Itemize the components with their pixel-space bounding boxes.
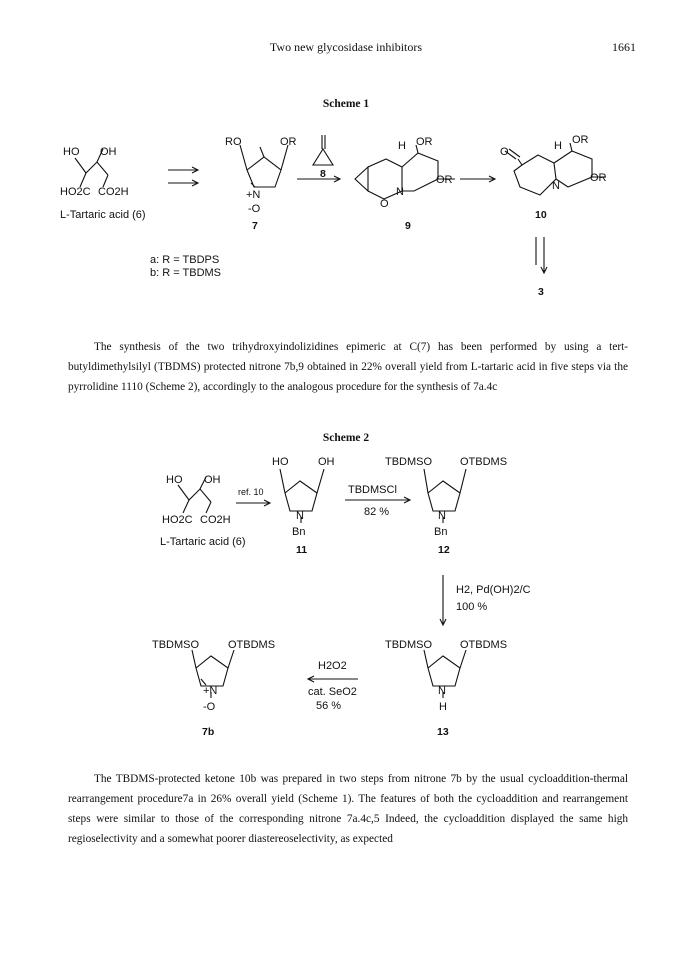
s1-ketone-h: H bbox=[554, 140, 562, 152]
s1-nitrone-or: OR bbox=[280, 136, 297, 148]
s2-step4-reagent1: H2O2 bbox=[318, 660, 347, 672]
s2-c13-h: H bbox=[439, 701, 447, 713]
s1-isox-or-right: OR bbox=[436, 174, 453, 186]
s2-tartaric-ho2c: HO2C bbox=[162, 514, 193, 526]
s1-compound-10: 10 bbox=[535, 209, 547, 221]
s1-tartaric-ho: HO bbox=[63, 146, 80, 158]
s1-ketone-or-top: OR bbox=[572, 134, 589, 146]
paragraph-2 bbox=[68, 769, 628, 849]
s1-isox-n: N bbox=[396, 186, 404, 198]
s2-c11-n: N bbox=[296, 510, 304, 522]
s2-compound-7b: 7b bbox=[202, 726, 215, 738]
s2-c12-bn: Bn bbox=[434, 526, 448, 538]
s2-c7b-left: TBDMSO bbox=[152, 639, 200, 651]
s1-tartaric-oh: OH bbox=[100, 146, 117, 158]
s2-compound-13: 13 bbox=[437, 726, 449, 738]
s2-c12-n: N bbox=[438, 510, 446, 522]
s2-c11-ho: HO bbox=[272, 456, 289, 468]
paragraph-2-text: The TBDMS-protected ketone 10b was prepared in two steps from nitrone 7b by the usual cycloaddition-thermal rearrangement procedure7a in 26% overall yield (Scheme 1). The features of both the cycloaddition and rearrangement steps were similar to those of the corresponding nitrone 7a.4c,5 Indeed, the cycloaddition displayed the same high regioselectivity and a somewhat poorer diastereoselectivity, as expected bbox=[68, 773, 628, 845]
paragraph-1 bbox=[68, 337, 628, 397]
s1-nitrone-n: +N bbox=[246, 189, 261, 201]
running-header-title: Two new glycosidase inhibitors bbox=[269, 40, 423, 54]
s1-isox-h: H bbox=[398, 140, 406, 152]
s2-c11-bn: Bn bbox=[292, 526, 306, 538]
s1-compound-3: 3 bbox=[538, 286, 544, 298]
s1-compound-8: 8 bbox=[320, 168, 326, 180]
s2-tartaric-ho: HO bbox=[166, 474, 183, 486]
s2-compound-11: 11 bbox=[296, 544, 308, 556]
s1-tartaric-co2h: CO2H bbox=[98, 186, 129, 198]
s2-step4-yield: 56 % bbox=[316, 700, 342, 712]
paragraph-1-text: The synthesis of the two trihydroxyindolizidines epimeric at C(7) has been performed by using a tert-butyldimethylsilyl (TBDMS) protected nitrone 7b,9 obtained in 22% overall yield from L-tartaric acid in five steps via the pyrrolidine 1110 (Scheme 2), accordingly to the analogous procedure for the synthesis of 7a.4c bbox=[68, 341, 628, 393]
s2-c7b-o: -O bbox=[203, 701, 216, 713]
s1-compound-9: 9 bbox=[405, 220, 411, 232]
s2-tartaric-label: L-Tartaric acid (6) bbox=[160, 536, 246, 548]
s1-isox-or-top: OR bbox=[416, 136, 433, 148]
s1-ketone-or-right: OR bbox=[590, 172, 607, 184]
s1-compound-7: 7 bbox=[252, 220, 258, 232]
s1-ketone-n: N bbox=[552, 180, 560, 192]
s2-step3-reagent: H2, Pd(OH)2/C bbox=[456, 584, 531, 596]
s2-c13-right: OTBDMS bbox=[460, 639, 508, 651]
s2-tartaric-oh: OH bbox=[204, 474, 221, 486]
s2-step2-reagent: TBDMSCl bbox=[348, 484, 397, 496]
scheme2-figure bbox=[0, 445, 692, 755]
s2-step4-reagent2: cat. SeO2 bbox=[308, 686, 357, 698]
s2-step1-label: ref. 10 bbox=[238, 487, 264, 497]
s2-tartaric-co2h: CO2H bbox=[200, 514, 231, 526]
s2-step2-yield: 82 % bbox=[364, 506, 390, 518]
scheme1-title: Scheme 1 bbox=[322, 98, 370, 110]
page-number: 1661 bbox=[612, 40, 636, 54]
scheme1-figure bbox=[0, 115, 692, 335]
s1-tartaric-ho2c: HO2C bbox=[60, 186, 91, 198]
s2-c13-left: TBDMSO bbox=[385, 639, 433, 651]
s2-c7b-right: OTBDMS bbox=[228, 639, 276, 651]
s2-c12-right: OTBDMS bbox=[460, 456, 508, 468]
s1-isox-o: O bbox=[380, 198, 389, 210]
s1-legend-b: b: R = TBDMS bbox=[150, 267, 222, 279]
s2-c11-oh: OH bbox=[318, 456, 335, 468]
s2-c7b-n: +N bbox=[203, 685, 218, 697]
s2-compound-12: 12 bbox=[438, 544, 450, 556]
s1-nitrone-ro: RO bbox=[225, 136, 242, 148]
s1-ketone-o: O bbox=[500, 146, 509, 158]
s1-tartaric-label: L-Tartaric acid (6) bbox=[60, 209, 146, 221]
s1-legend-a: a: R = TBDPS bbox=[150, 254, 220, 266]
s1-nitrone-o: -O bbox=[248, 203, 261, 215]
s2-c12-left: TBDMSO bbox=[385, 456, 433, 468]
scheme2-title: Scheme 2 bbox=[322, 432, 370, 444]
s2-c13-n: N bbox=[438, 685, 446, 697]
s2-step3-yield: 100 % bbox=[456, 601, 488, 613]
